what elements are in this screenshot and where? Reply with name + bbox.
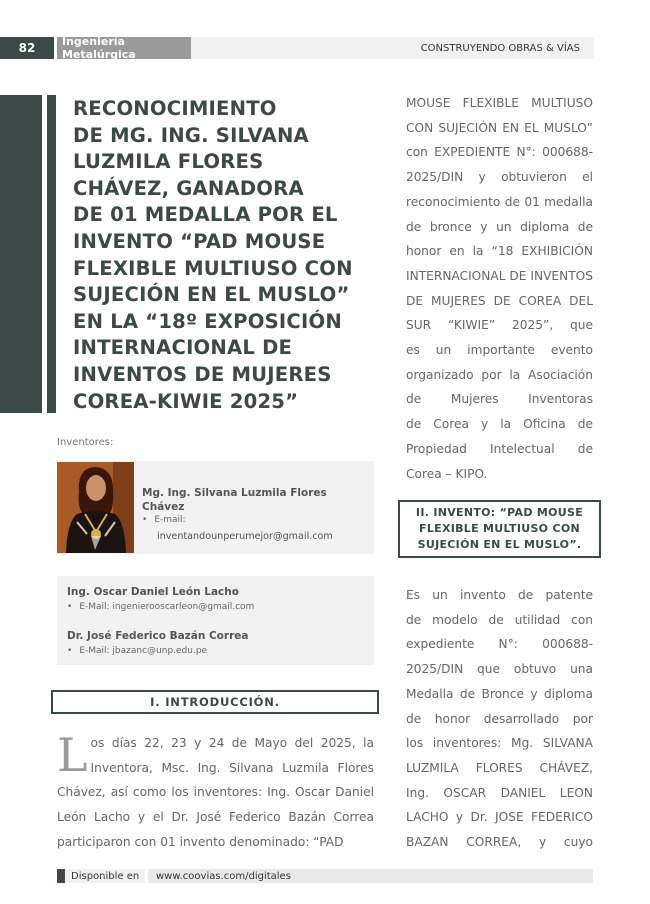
page-number: 82 xyxy=(0,37,54,59)
text-line: Es un invento de patente xyxy=(406,588,593,602)
text-line: 2025/DIN y obtuvieron el xyxy=(406,170,593,185)
title-line: CHÁVEZ, GANADORA xyxy=(73,176,304,200)
section-heading-invento: II. INVENTO: “PAD MOUSE FLEXIBLE MULTIUSO CON SUJECIÓN EN EL MUSLO”. xyxy=(398,500,601,558)
inventor-name: Ing. Oscar Daniel León Lacho xyxy=(67,586,239,598)
title-line: FLEXIBLE MULTIUSO CON xyxy=(73,256,353,280)
inventor-email: • E-Mail: ingenierooscarleon@gmail.com xyxy=(67,602,255,612)
title-line: LUZMILA FLORES xyxy=(73,150,264,174)
title-line: RECONOCIMIENTO xyxy=(73,97,277,120)
text-line: de bronce y un diploma de xyxy=(406,219,593,234)
text-line: MOUSE FLEXIBLE MULTIUSO xyxy=(406,96,593,110)
text-line: 2025/DIN que obtuvo una xyxy=(406,662,593,677)
bullet-icon: • xyxy=(67,646,73,656)
title-line: SUJECIÓN EN EL MUSLO” xyxy=(73,283,350,307)
text-line: Propiedad Intelectual de xyxy=(406,441,593,456)
text-line: reconocimiento de 01 medalla xyxy=(406,194,593,209)
inventor-name: Dr. José Federico Bazán Correa xyxy=(67,630,249,642)
text-line: Corea – KIPO. xyxy=(406,466,488,481)
text-line: BAZAN CORREA, y cuyo xyxy=(406,835,593,850)
text-line: los inventores: Mg. SILVANA xyxy=(406,736,593,751)
title-accent-bar xyxy=(0,95,42,413)
right-column-paragraph xyxy=(406,91,593,486)
inventor-email-label: • E-mail: xyxy=(142,515,186,525)
footer-available-label: Disponible en xyxy=(65,869,145,883)
inventor-email: • E-Mail: jbazanc@unp.edu.pe xyxy=(67,646,208,656)
text-line: LUZMILA FLORES CHÁVEZ, xyxy=(406,760,593,775)
title-line: INTERNACIONAL DE xyxy=(73,336,293,360)
title-line: INVENTO “PAD MOUSE xyxy=(73,229,326,253)
text-line: de Mujeres Inventoras xyxy=(406,392,593,407)
text-line: de Corea y la Oficina de xyxy=(406,417,593,432)
drop-cap: L xyxy=(57,728,88,782)
magazine-title: CONSTRUYENDO OBRAS & VÍAS xyxy=(191,37,594,59)
title-line: DE MG. ING. SILVANA xyxy=(73,123,309,147)
text-line: DE MUJERES DE COREA DEL xyxy=(406,293,593,308)
text-line: INTERNACIONAL DE INVENTOS xyxy=(406,268,593,283)
title-line: DE 01 MEDALLA POR EL xyxy=(73,203,338,227)
footer-accent-bar xyxy=(57,869,65,883)
section-label: Ingeniería Metalúrgica xyxy=(57,37,191,59)
text-line: SUR “KIWIE” 2025”, que xyxy=(406,318,593,333)
text-line: de modelo de utilidad con xyxy=(406,612,593,627)
inventor-name: Mg. Ing. Silvana Luzmila Flores Chávez xyxy=(142,487,327,513)
invento-paragraph xyxy=(406,583,593,855)
text-line: con EXPEDIENTE N°: 000688- xyxy=(406,145,593,160)
inventors-label: Inventores: xyxy=(57,437,114,448)
text-line: Medalla de Bronce y diploma xyxy=(406,686,593,701)
text-line: Ing. OSCAR DANIEL LEON xyxy=(406,785,593,800)
text-line: de honor desarrollado por xyxy=(406,711,593,726)
inventor-photo xyxy=(57,462,134,553)
title-line: INVENTOS DE MUJERES xyxy=(73,362,332,386)
text-line: CON SUJECIÓN EN EL MUSLO” xyxy=(406,120,593,135)
article-title xyxy=(73,96,378,415)
title-line: COREA-KIWIE 2025” xyxy=(73,389,299,413)
text-line: es un importante evento xyxy=(406,343,593,358)
title-accent-stripe xyxy=(47,95,56,413)
bullet-icon: • xyxy=(67,602,73,612)
intro-paragraph xyxy=(57,728,374,855)
text-line: organizado por la Asociación xyxy=(406,367,593,382)
inventor-email: inventandounperumejor@gmail.com xyxy=(157,531,333,542)
section-heading-intro: I. INTRODUCCIÓN. xyxy=(51,690,379,714)
text-line: expediente N°: 000688- xyxy=(406,637,593,652)
bullet-icon: • xyxy=(142,515,148,525)
footer-url-link[interactable]: www.coovias.com/digitales xyxy=(148,869,593,883)
title-line: EN LA “18º EXPOSICIÓN xyxy=(73,309,342,333)
intro-text: os días 22, 23 y 24 de Mayo del 2025, la Inventora, Msc. Ing. Silvana Luzmila Flores Chávez, así como los inventores: Ing. Oscar Daniel León Lacho y el Dr. José Federico Bazán Correa participaron con 01 invento denominado: “PAD xyxy=(57,736,374,849)
text-line: LACHO y Dr. JOSE FEDERICO xyxy=(406,810,593,825)
text-line: honor en la “18 EXHIBICIÓN xyxy=(406,244,593,259)
